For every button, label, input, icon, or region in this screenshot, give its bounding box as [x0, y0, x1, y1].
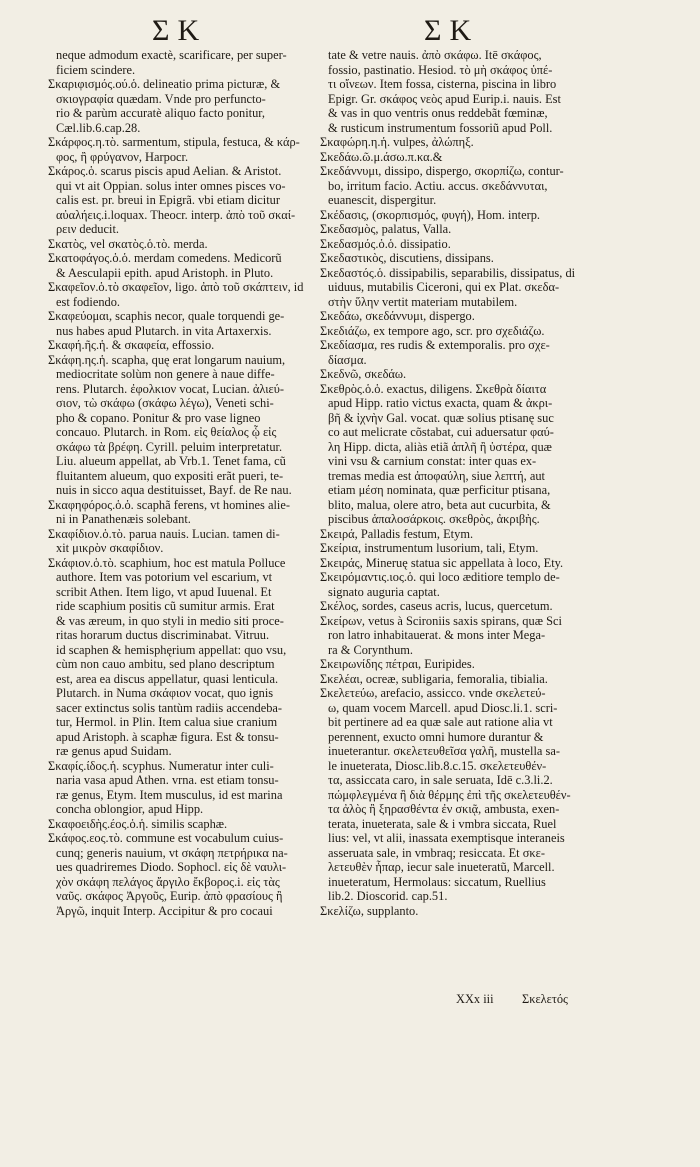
text-line: Σκελέαι, ocreæ, subligaria, femoralia, tibialia. — [320, 671, 548, 686]
text-line: Σκάφη.ης.ἡ. scapha, quę erat longarum nauium, — [48, 352, 286, 367]
text-line: Σκέλος, sordes, caseus acris, lucus, quercetum. — [320, 599, 553, 613]
text-line: signato auguria captat. — [328, 584, 440, 599]
text-line: Σκεδίασμα, res rudis & extemporalis. pro σχε- — [320, 338, 550, 352]
header-letters-left: ΣΚ — [152, 14, 208, 47]
text-line: ræ genus, Etym. Item musculus, id est marina — [56, 787, 283, 802]
text-line: tate & vetre nauis. ἀπὸ σκάφω. Itē σκάφος, — [328, 48, 542, 62]
text-line: Σκεδνῶ, σκεδάω. — [320, 367, 407, 381]
text-line: fossio, pastinatio. Hesiod. τὸ μὴ σκάφος ὑπέ- — [328, 62, 553, 77]
text-line: Σκελίζω, supplanto. — [320, 903, 419, 918]
left-column — [48, 48, 324, 918]
text-line: Σκαριφισμός.ού.ὁ. delineatio prima picturæ, & — [48, 77, 281, 91]
text-line: Σκειρά, Palladis festum, Etym. — [320, 526, 474, 541]
text-line: terata, inueterata, sale & i vmbra siccata, Ruel — [328, 816, 557, 831]
text-line: Σκατοφάγος.ὁ.ὁ. merdam comedens. Medicorũ — [48, 251, 282, 265]
text-line: Σκάρος.ὁ. scarus piscis apud Aelian. & Aristot. — [48, 164, 282, 178]
text-line: Σκεδασμός.ὁ.ὁ. dissipatio. — [320, 236, 451, 251]
text-line: ræ genus apud Suidam. — [56, 744, 172, 758]
text-line: Σκαφεῖον.ὁ.τὸ σκαφεῖον, ligo. ἀπὸ τοῦ σκάπτειν, id — [48, 280, 304, 294]
text-line: apud Hipp. ratio victus exacta, quam & ἀκρι- — [328, 396, 553, 410]
text-line: Σκάρφος.η.τὸ. sarmentum, stipula, festuca, & κάρ- — [48, 135, 300, 149]
text-line: Σκαφώρη.η.ἡ. vulpes, ἀλώπηξ. — [320, 135, 474, 149]
text-line: lib.2. Dioscorid. cap.51. — [328, 889, 448, 903]
text-line: le inueterata, Diosc.lib.8.c.15. σκελετευθέν- — [328, 758, 547, 773]
text-line: nus habes apud Plutarch. in vita Artaxerxis. — [56, 323, 272, 338]
text-line: Σκελετεύω, arefacio, assicco. vnde σκελετεύ- — [320, 686, 546, 700]
text-line: rens. Plutarch. ἐφολκιον vocat, Lucian. ἀλιεύ- — [56, 381, 285, 396]
text-line: ritas horarum ductus discriminabat. Vitruu. — [56, 628, 270, 642]
text-line: mediocritate solùm non genere à naue diffe- — [56, 367, 275, 381]
text-line: tur, Hermol. in Plin. Item calua siue cranium — [56, 715, 278, 729]
text-line: calis est. pr. breui in Epigrã. vbi etiam dicitur — [56, 193, 281, 207]
text-line: Σκέδασις, (σκορπισμός, φυγή), Hom. interp. — [320, 207, 541, 222]
text-line: Σκεδάω, σκεδάννυμι, dispergo. — [320, 309, 475, 323]
text-line: neque admodum exactè, scarificare, per super- — [56, 48, 287, 62]
text-line: euanescit, dispergitur. — [328, 193, 437, 207]
text-line: Σκαφοειδὴς.έος.ὁ.ἡ. similis scaphæ. — [48, 816, 228, 831]
text-line: scribit Athen. Item ligo, vt apud Iuuenal. Et — [56, 584, 272, 599]
text-line: Ἀργῶ, inquit Interp. Accipitur & pro cocaui — [56, 903, 273, 918]
text-line: χὸν σκάφη πελάγος ἄργιλο ἔκβορος.i. εἰς τὰς — [56, 874, 280, 889]
text-line: pho & copano. Ponitur & pro vase ligneo — [56, 410, 261, 425]
text-line: est fodiendo. — [56, 294, 121, 309]
text-line: est, area ea discus appellatur, quasi lenticula. — [56, 671, 279, 686]
text-line: Σκαφηφόρος.ὁ.ὁ. scaphã ferens, vt homines alie- — [48, 497, 290, 512]
text-line: λετευθὲν ἧπαρ, iecur sale inueteratũ, Marcell. — [328, 860, 555, 874]
text-line: Σκεδαστικὸς, discutiens, dissipans. — [320, 251, 494, 265]
text-line: concauo. Plutarch. in Rom. εἰς θείαλος ᾧ εἰς — [56, 425, 277, 439]
text-line: ναῦς. σκάφος Ἀργοῦς, Eurip. ἀπὸ φρασίους ἢ — [56, 889, 283, 903]
text-line: Σκαφή.ῆς.ἡ. & σκαφεία, effossio. — [48, 338, 215, 352]
text-line: ues quadriremes Diodo. Sophocl. εἰς δὲ ναυλι- — [56, 860, 287, 874]
text-line: Σκατὸς, vel σκατὸς.ὁ.τὸ. merda. — [48, 236, 208, 251]
text-line: βῆ & ἰχνὴν Gal. vocat. quæ solius ptisanę suc — [328, 410, 554, 425]
text-line: Σκεθρὸς.ὁ.ὁ. exactus, diligens. Σκεθρὰ δίαιτα — [320, 381, 547, 396]
text-line: Liu. alueum appellat, ab Vrb.1. Tenet fama, cũ — [56, 454, 286, 468]
text-line: ra & Corynthum. — [328, 642, 414, 657]
text-line: perennent, exucto omni humore durantur & — [328, 729, 544, 744]
text-line: cunq; generis nauium, vt σκάφη πετρήρικα na- — [56, 845, 288, 860]
text-line: ride scaphium positis cũ sumitur armis. Erat — [56, 599, 275, 613]
text-line: tremas media est ἀποφαύλη, siue λεπτή, aut — [328, 468, 545, 483]
text-line: τι οἴνεων. Item fossa, cisterna, piscina in libro — [328, 77, 557, 91]
text-line: vini vsu & carnium constat: inter quas ex- — [328, 454, 537, 468]
text-line: uiduus, mutabilis Ciceroni, qui ex Plat. σκεδα- — [328, 280, 560, 294]
text-line: Cæl.lib.6.cap.28. — [56, 120, 141, 135]
text-line: naria vasa apud Athen. vrna. est etiam tonsu- — [56, 773, 279, 787]
header-letters-right: ΣΚ — [424, 14, 480, 47]
text-line: cùm non cauo ambitu, sed plano descriptum — [56, 657, 275, 671]
text-line: id scaphen & hemisphęrium appellat: quo vsu, — [56, 642, 287, 657]
text-line: asseruata sale, in vmbraq; resiccata. Et σκε- — [328, 845, 545, 860]
text-line: & rusticum instrumentum fossoriũ apud Poll. — [328, 120, 553, 135]
text-line: Σκάφος.εος.τὸ. commune est vocabulum cuius- — [48, 831, 284, 845]
text-line: τα, assiccata caro, in sale seruata, Idē c.3.li.2. — [328, 773, 553, 787]
text-line: apud Aristoph. à scaphæ figura. Est & tonsu- — [56, 729, 279, 744]
text-line: πώμφλεγμένα ἢ διὰ θέρμης ἐπὶ τῆς σκελετευθέν- — [328, 787, 571, 802]
text-line: σκιογραφία quædam. Vnde pro perfuncto- — [56, 91, 266, 106]
text-line: Σκεδαστός.ὁ. dissipabilis, separabilis, dissipatus, di — [320, 265, 576, 280]
text-line: bo, irritum facio. Actiu. accus. σκεδάννυται, — [328, 178, 548, 193]
text-line: rio & parùm accuratè aliquo facto ponitur, — [56, 106, 266, 120]
text-line: Σκείρων, vetus à Scironiis saxis spirans, quæ Sci — [320, 613, 562, 628]
text-line: δίασμα. — [328, 352, 367, 367]
text-line: & vas in quo ventris onus reddebãt fœminæ, — [328, 106, 548, 120]
text-line: bit pertinere ad ea quæ sale aut ratione alia vt — [328, 715, 553, 729]
text-line: Σκαφίδιον.ὁ.τὸ. parua nauis. Lucian. tamen di- — [48, 526, 280, 541]
text-line: Σκαφεύομαι, scaphis necor, quale torquendi ge- — [48, 309, 285, 323]
text-line: Σκείρια, instrumentum lusorium, tali, Etym. — [320, 541, 539, 555]
text-line: Epigr. Gr. σκάφος νεὸς apud Eurip.i. nauis. Est — [328, 91, 561, 106]
text-line: λη Hipp. dicta, aliàs etiã ἁπλῆ ἢ ὑστέρα, quæ — [328, 439, 552, 454]
text-line: qui vt ait Oppian. solus inter omnes pisces vo- — [56, 178, 286, 193]
text-line: Σκάφιον.ὁ.τὸ. scaphium, hoc est matula Polluce — [48, 555, 286, 570]
text-line: nuis in sicco aqua destituisset, Bayf. de Re nau. — [56, 483, 292, 497]
right-column — [320, 48, 604, 918]
text-line: Σκαφίς.ίδος.ἡ. scyphus. Numeratur inter culi- — [48, 758, 274, 773]
text-line: & vas æreum, in quo styli in medio siti proce- — [56, 613, 284, 628]
text-line: concha oblongior, apud Hipp. — [56, 802, 204, 816]
text-line: ρειν deducit. — [56, 222, 119, 236]
catchword: Σκελετός — [522, 992, 568, 1006]
text-line: blito, malua, olere atro, beta aut cucurbita, & — [328, 497, 551, 512]
text-line: ni in Panathenæis solebant. — [56, 512, 191, 526]
text-line: lius: vel, vt alii, inassata exemptisque interaneis — [328, 831, 565, 845]
text-line: inueteratum, Hermolaus: siccatum, Ruellius — [328, 874, 546, 889]
text-line: co aut melicrate cõstabat, cui aduersatur φαύ- — [328, 425, 554, 439]
text-line: ω, quam vocem Marcell. apud Diosc.li.1. scri- — [328, 700, 558, 715]
text-line: etiam μέση nominata, quæ perficitur ptisana, — [328, 483, 551, 497]
text-line: & Aesculapii epith. apud Aristoph. in Pluto. — [56, 265, 274, 280]
text-line: Σκεδάω.ῶ.μ.άσω.π.κα.& — [320, 149, 443, 164]
text-line: Plutarch. in Numa σκάφιον vocat, quo ignis — [56, 686, 274, 700]
text-line: piscibus ἁπαλοσάρκοις. σκεθρὸς, ἀκριβὴς. — [328, 512, 540, 526]
text-line: authore. Item vas potorium vel escarium, vt — [56, 570, 273, 584]
text-line: σκάφω τὰ βρέφη. Cyrill. peluim interpretatur. — [56, 439, 283, 454]
text-line: στὴν ὕλην vertit materiam mutabilem. — [328, 294, 518, 309]
text-line: σιον, τὼ σκάφω (σκάφω λέγω), Veneti schi- — [56, 396, 274, 410]
text-line: fluitantem alueum, quo expositi erãt pueri, te- — [56, 468, 284, 483]
text-line: inueterantur. σκελετευθεῖσα γαλῆ, mustella sa- — [328, 744, 560, 758]
signature-mark: XXx iii — [456, 992, 494, 1006]
text-line: τα ἀλὸς ἢ ξηρασθέντα ἐν σκιᾷ, ambusta, exen- — [328, 802, 560, 816]
text-line: φος, ἢ φρύγανον, Harpocr. — [56, 149, 189, 164]
text-line: Σκειράς, Mineruę statua sic appellata à loco, Ety. — [320, 555, 564, 570]
text-line: Σκεδιάζω, ex tempore ago, scr. pro σχεδιάζω. — [320, 323, 545, 338]
text-line: sacer extinctus solis tantùm radiis accendeba- — [56, 700, 283, 715]
text-line: Σκειρόμαντις.ιος.ὁ. qui loco æditiore templo de- — [320, 570, 560, 584]
text-line: Σκεδάννυμι, dissipo, dispergo, σκορπίζω, contur- — [320, 164, 564, 178]
text-line: ficiem scindere. — [56, 62, 136, 77]
text-line: Σκεδασμὸς, palatus, Valla. — [320, 222, 452, 236]
text-line: ron latro inhabitauerat. & mons inter Mega- — [328, 628, 546, 642]
text-line: Σκειρωνίδης πέτραι, Euripides. — [320, 657, 475, 671]
text-line: αὐαλήεις.i.loquax. Theocr. interp. ἀπὸ τοῦ σκαί- — [56, 207, 296, 222]
text-line: xit μικρὸν σκαφίδιον. — [56, 541, 164, 555]
